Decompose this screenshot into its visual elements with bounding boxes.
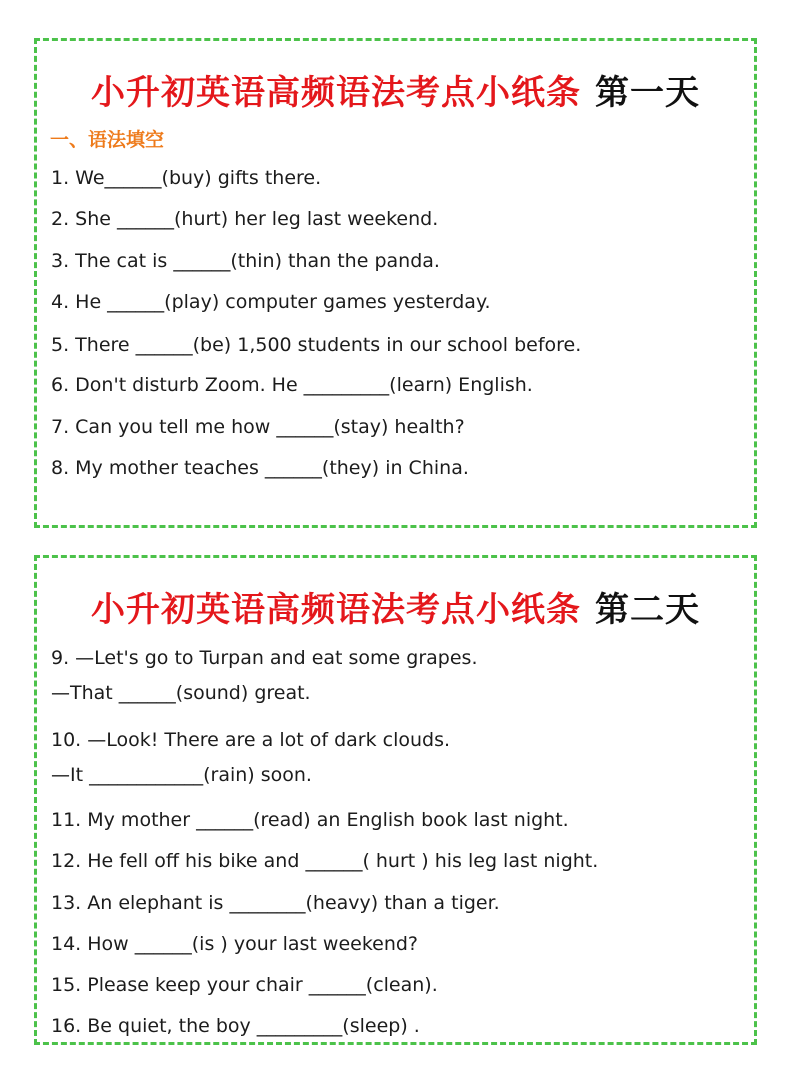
question-10: 10. —Look! There are a lot of dark clouds. (51, 729, 451, 751)
question-13: 13. An elephant is ________(heavy) than a tiger. (51, 892, 500, 914)
question-8: 8. My mother teaches ______(they) in China. (51, 457, 469, 479)
question-9: 9. —Let's go to Turpan and eat some grapes. (51, 647, 478, 669)
day2-card (34, 555, 757, 1045)
day2-title-day: 第二天 (595, 590, 700, 630)
day1-card (34, 38, 757, 528)
question-11: 11. My mother ______(read) an English book last night. (51, 809, 569, 831)
question-15: 15. Please keep your chair ______(clean). (51, 974, 438, 996)
question-9-reply: —That ______(sound) great. (51, 682, 311, 704)
question-2: 2. She ______(hurt) her leg last weekend. (51, 208, 439, 230)
question-16: 16. Be quiet, the boy _________(sleep) . (51, 1015, 420, 1037)
day1-title-day: 第一天 (595, 73, 700, 113)
day1-title-main: 小升初英语高频语法考点小纸条 (91, 73, 581, 113)
day2-title-main: 小升初英语高频语法考点小纸条 (91, 590, 581, 630)
question-10-reply: —It ____________(rain) soon. (51, 764, 312, 786)
question-1: 1. We______(buy) gifts there. (51, 167, 322, 189)
question-3: 3. The cat is ______(thin) than the panda. (51, 250, 440, 272)
question-6: 6. Don't disturb Zoom. He _________(learn) English. (51, 374, 533, 396)
question-4: 4. He ______(play) computer games yesterday. (51, 291, 491, 313)
question-12: 12. He fell off his bike and ______( hurt ) his leg last night. (51, 850, 599, 872)
question-5: 5. There ______(be) 1,500 students in our school before. (51, 334, 582, 356)
question-7: 7. Can you tell me how ______(stay) health? (51, 416, 465, 438)
day1-title (37, 65, 754, 114)
section-heading: 一、语法填空 (50, 129, 165, 151)
day2-title (37, 582, 754, 631)
question-14: 14. How ______(is ) your last weekend? (51, 933, 419, 955)
